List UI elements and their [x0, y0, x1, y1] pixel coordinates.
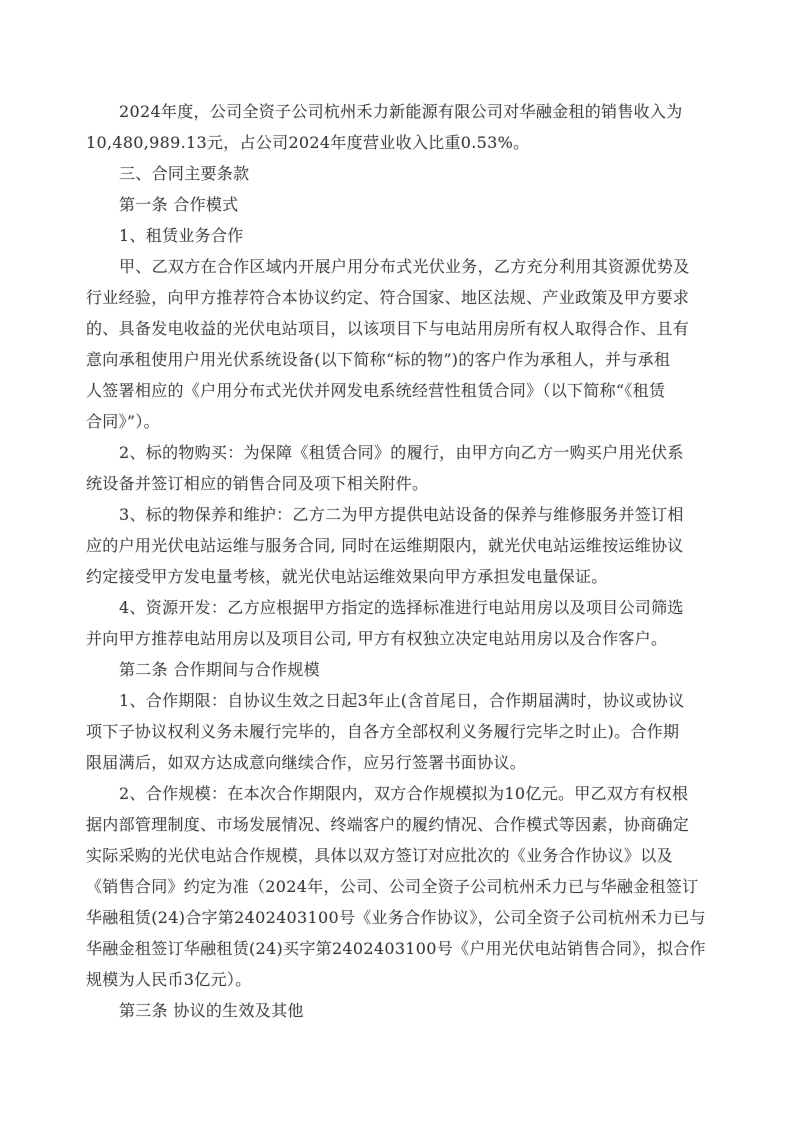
text-line: 实际采购的光伏电站合作规模，具体以双方签订对应批次的《业务合作协议》以及 [86, 846, 673, 865]
text-line: 1、租赁业务合作 [119, 226, 244, 245]
text-line: 统设备并签订相应的销售合同及项下相关附件。 [86, 474, 429, 493]
text-line: 10,480,989.13元，占公司2024年度营业收入比重0.53%。 [86, 133, 530, 152]
text-line: 2、合作规模：在本次合作期限内，双方合作规模拟为10亿元。甲乙双方有权根 [119, 784, 689, 803]
text-line: 华融金租签订华融租赁(24)买字第2402403100号《户用光伏电站销售合同》，拟合作 [86, 939, 706, 958]
text-line: 1、合作期限：自协议生效之日起3年止(含首尾日，合作期届满时，协议或协议 [119, 691, 685, 710]
text-line: 项下子协议权利义务未履行完毕的，自各方全部权利义务履行完毕之时止)。合作期 [86, 722, 680, 741]
text-line: 2024年度，公司全资子公司杭州禾力新能源有限公司对华融金租的销售收入为 [119, 102, 683, 121]
text-line: 第一条 合作模式 [119, 195, 239, 214]
text-line: 第二条 合作期间与合作规模 [119, 660, 320, 679]
text-line: 意向承租使用户用光伏系统设备(以下简称“标的物”)的客户作为承租人，并与承租 [86, 350, 671, 369]
text-line: 规模为人民币3亿元）。 [86, 970, 252, 989]
text-line: 限届满后，如双方达成意向继续合作，应另行签署书面协议。 [86, 753, 527, 772]
text-line: 三、合同主要条款 [119, 164, 250, 183]
text-line: 并向甲方推荐电站用房以及项目公司, 甲方有权独立决定电站用房以及合作客户。 [86, 629, 668, 648]
text-line: 第三条 协议的生效及其他 [119, 1001, 304, 1020]
text-line: 华融租赁(24)合字第2402403100号《业务合作协议》，公司全资子公司杭州禾力已与 [86, 908, 706, 927]
text-line: 行业经验，向甲方推荐符合本协议约定、符合国家、地区法规、产业政策及甲方要求 [86, 288, 690, 307]
text-line: 据内部管理制度、市场发展情况、终端客户的履约情况、合作模式等因素，协商确定 [86, 815, 690, 834]
text-line: 应的户用光伏电站运维与服务合同, 同时在运维期限内，就光伏电站运维按运维协议 [86, 536, 684, 555]
text-line: 甲、乙双方在合作区域内开展户用分布式光伏业务，乙方充分利用其资源优势及 [119, 257, 690, 276]
text-line: 2、标的物购买：为保障《租赁合同》的履行，由甲方向乙方一购买户用光伏系 [119, 443, 684, 462]
text-line: 4、资源开发：乙方应根据甲方指定的选择标准进行电站用房以及项目公司筛选 [119, 598, 684, 617]
text-line: 约定接受甲方发电量考核，就光伏电站运维效果向甲方承担发电量保证。 [86, 567, 608, 586]
text-line: 合同》”）。 [86, 412, 160, 431]
document-body [86, 96, 710, 1026]
text-line: 的、具备发电收益的光伏电站项目，以该项目下与电站用房所有权人取得合作、且有 [86, 319, 690, 338]
text-line: 人签署相应的《户用分布式光伏并网发电系统经营性租赁合同》（以下简称“《租赁 [86, 381, 666, 400]
text-line: 3、标的物保养和维护：乙方二为甲方提供电站设备的保养与维修服务并签订相 [119, 505, 684, 524]
text-line: 《销售合同》约定为准（2024年，公司、公司全资子公司杭州禾力已与华融金租签订 [86, 877, 699, 896]
